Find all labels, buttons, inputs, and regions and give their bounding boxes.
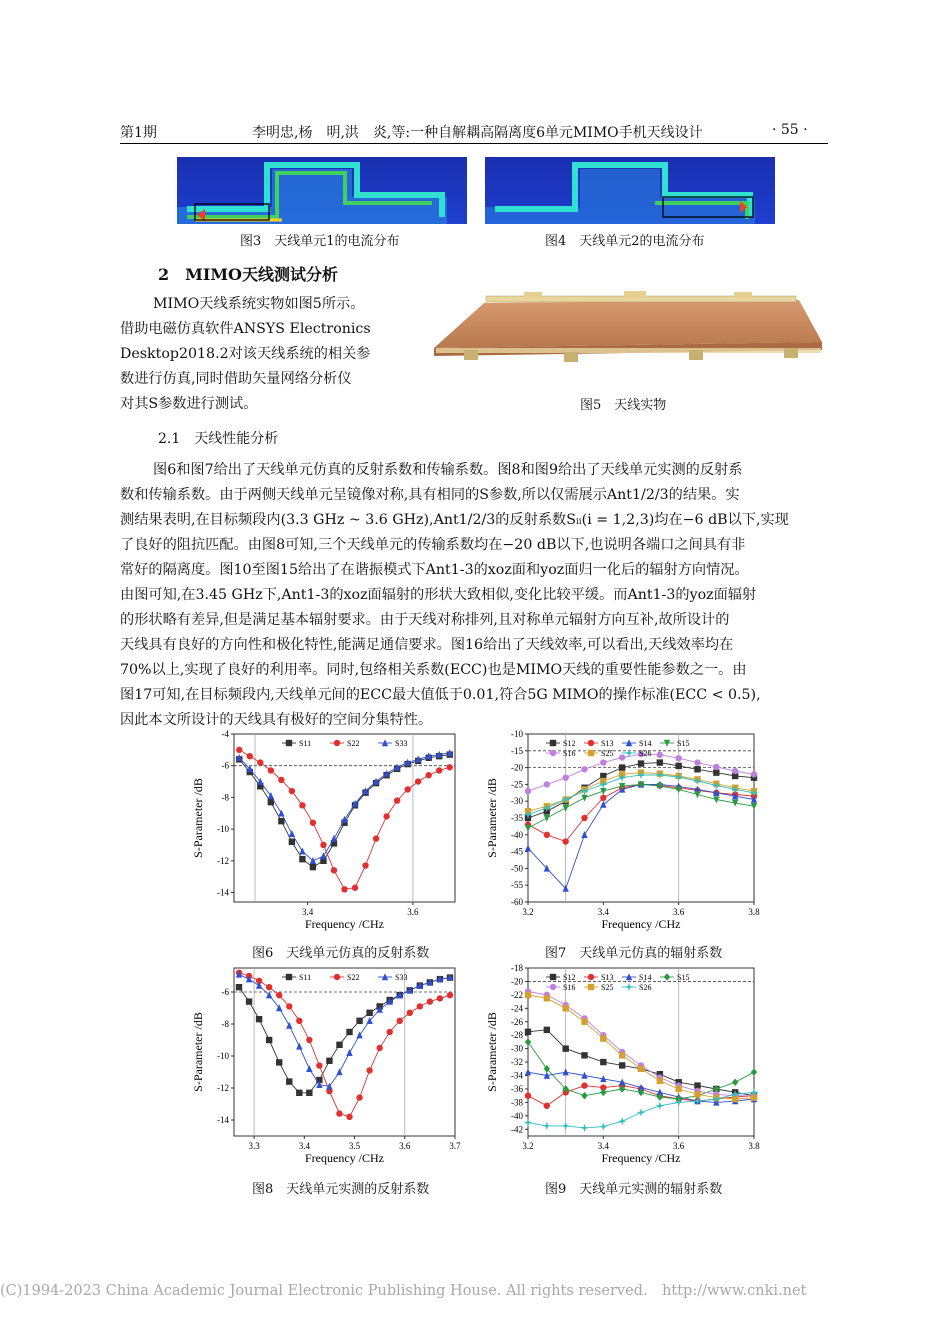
data-point <box>694 1091 700 1097</box>
data-point <box>373 835 379 841</box>
y-axis-label: S-Parameter /dB <box>485 778 499 858</box>
series-s15 <box>525 781 757 832</box>
data-point <box>299 856 305 862</box>
y-tick-label: -8 <box>221 1019 229 1029</box>
data-point <box>356 1094 362 1100</box>
data-point <box>326 1058 332 1064</box>
data-point <box>366 1067 372 1073</box>
x-axis-label: Frequency /CHz <box>601 917 681 931</box>
paragraph-line: 测结果表明,在目标频段内(3.3 GHz ~ 3.6 GHz),Ant1/2/3的反射系数Sᵢᵢ(i = 1,2,3)均在−6 dB以下,实现 <box>120 512 789 528</box>
data-point <box>286 1078 292 1084</box>
data-point <box>562 1068 568 1075</box>
legend-label: S26 <box>639 749 652 758</box>
legend-label: S33 <box>395 739 408 748</box>
data-point <box>751 803 757 810</box>
data-point <box>407 1010 413 1016</box>
x-tick-label: 3.2 <box>522 907 534 917</box>
data-point <box>336 1068 342 1075</box>
y-tick-label: -14 <box>217 1115 229 1125</box>
x-tick-label: 3.8 <box>748 1141 760 1151</box>
data-point <box>320 852 326 859</box>
legend-marker <box>286 740 292 746</box>
page-number: · 55 · <box>772 122 808 138</box>
header-rule <box>120 143 828 144</box>
legend-label: S12 <box>563 739 576 748</box>
y-tick-label: -30 <box>511 1043 523 1054</box>
data-point <box>257 759 263 765</box>
y-tick-label: -32 <box>511 1057 523 1068</box>
intro-line: 对其S参数进行测试。 <box>120 396 258 412</box>
data-point <box>306 1065 312 1072</box>
y-tick-label: -4 <box>221 729 229 739</box>
section-heading: 2 MIMO天线测试分析 <box>158 265 338 284</box>
y-tick-label: -38 <box>511 1097 523 1108</box>
data-point <box>544 1027 550 1033</box>
y-tick-label: -45 <box>511 846 523 857</box>
data-point <box>306 1037 312 1043</box>
data-point <box>296 1043 302 1050</box>
data-point <box>562 1005 568 1011</box>
data-point <box>266 1037 272 1043</box>
data-point <box>268 767 274 773</box>
data-point <box>346 1049 352 1056</box>
y-tick-label: -12 <box>217 1083 229 1093</box>
x-tick-label: 3.6 <box>399 1141 411 1151</box>
intro-line: 借助电磁仿真软件ANSYS Electronics <box>120 321 371 337</box>
data-point <box>581 1082 587 1088</box>
data-point <box>581 795 587 802</box>
data-point <box>561 1122 569 1130</box>
legend-marker <box>588 984 594 990</box>
fig5-antenna-photo <box>424 288 829 388</box>
y-tick-label: -25 <box>511 779 523 790</box>
data-point <box>600 759 606 765</box>
data-point <box>657 1078 663 1084</box>
paragraph-line: 了良好的阻抗匹配。由图8可知,三个天线单元的传输系数均在−20 dB以下,也说明各端口之间具有非 <box>120 537 746 553</box>
data-point <box>525 1029 531 1035</box>
y-axis-label: S-Parameter /dB <box>191 1012 205 1092</box>
data-point <box>276 992 282 998</box>
y-tick-label: -30 <box>511 796 523 807</box>
data-point <box>525 825 531 832</box>
x-tick-label: 3.6 <box>407 907 419 917</box>
data-point <box>581 815 587 821</box>
paragraph-line: 因此本文所设计的天线具有极好的空间分集特性。 <box>120 712 433 728</box>
data-point <box>580 1124 588 1132</box>
y-tick-label: -10 <box>217 824 229 835</box>
data-point <box>657 759 663 765</box>
data-point <box>713 769 719 775</box>
data-point <box>656 1102 664 1110</box>
data-point <box>732 1078 738 1086</box>
data-point <box>524 1118 532 1126</box>
x-axis-label: Frequency /CHz <box>601 1151 681 1165</box>
y-tick-label: -24 <box>511 1003 523 1014</box>
data-point <box>286 1003 292 1009</box>
x-tick-label: 3.6 <box>673 907 685 917</box>
data-point <box>286 1022 292 1029</box>
data-point <box>299 847 305 854</box>
data-point <box>310 857 316 864</box>
paragraph-line: 的形状略有差异,但是满足基本辐射要求。由于天线对称排列,且对称单元辐射方向互补,故所设计的 <box>120 612 730 628</box>
data-point <box>278 818 284 824</box>
data-point <box>236 984 242 990</box>
data-point <box>618 1117 626 1125</box>
legend-marker <box>550 740 556 746</box>
legend-marker <box>334 974 340 980</box>
y-axis-label: S-Parameter /dB <box>485 1012 499 1092</box>
data-point <box>246 998 252 1004</box>
plot-frame <box>528 734 754 902</box>
data-point <box>675 763 681 769</box>
data-point <box>236 747 242 753</box>
y-tick-label: -10 <box>217 1051 229 1061</box>
data-point <box>525 1092 531 1098</box>
data-point <box>278 777 284 783</box>
paragraph-line: 图17可知,在目标频段内,天线单元间的ECC最大值低于0.01,符合5G MIMO的操作标准(ECC < 0.5), <box>120 687 761 703</box>
data-point <box>581 1092 587 1100</box>
data-point <box>356 1018 362 1024</box>
data-point <box>751 1068 757 1076</box>
legend-marker <box>334 740 340 746</box>
paragraph-line: 常好的隔离度。图10至图15给出了在谐振模式下Ant1-3的xoz面和yoz面归一化后的辐射方向情况。 <box>120 562 749 578</box>
series-line <box>528 784 754 841</box>
data-point <box>346 1029 352 1035</box>
data-point <box>299 802 305 808</box>
x-tick-label: 3.2 <box>522 1141 534 1151</box>
data-point <box>694 766 700 772</box>
legend-label: S16 <box>563 749 576 758</box>
fig3-caption: 图3 天线单元1的电流分布 <box>240 234 400 249</box>
data-point <box>266 984 272 990</box>
y-tick-label: -34 <box>511 1070 523 1081</box>
x-tick-label: 3.4 <box>298 1141 310 1151</box>
data-point <box>525 788 531 794</box>
paragraph-line: 70%以上,实现了良好的利用率。同时,包络相关系数(ECC)也是MIMO天线的重要性能参数之一。由 <box>120 662 747 678</box>
y-tick-label: -28 <box>511 1030 523 1041</box>
data-point <box>383 813 389 819</box>
data-point <box>581 1052 587 1058</box>
data-point <box>600 1035 606 1041</box>
data-point <box>278 809 284 816</box>
data-point <box>543 1122 551 1130</box>
paragraph-line: 图6和图7给出了天线单元仿真的反射系数和传输系数。图8和图9给出了天线单元实测的反射系 <box>153 462 743 478</box>
legend-label: S25 <box>601 749 614 758</box>
legend-marker <box>550 984 556 990</box>
data-point <box>336 1110 342 1116</box>
data-point <box>675 1086 681 1092</box>
copyright-footer: (C)1994-2023 China Academic Journal Electronic Publishing House. All rights reserved. http://www.cnki.net <box>0 1283 807 1299</box>
data-point <box>289 788 295 794</box>
data-point <box>562 805 568 812</box>
data-point <box>544 832 550 838</box>
issue-number: 第1期 <box>120 125 157 141</box>
data-point <box>562 1045 568 1051</box>
data-point <box>675 755 681 761</box>
data-point <box>296 1090 302 1096</box>
fig7-chart <box>484 728 764 940</box>
y-tick-label: -20 <box>511 976 523 987</box>
x-tick-label: 3.6 <box>673 1141 685 1151</box>
data-point <box>525 844 531 851</box>
data-point <box>732 768 738 774</box>
x-tick-label: 3.4 <box>597 907 609 917</box>
legend-marker <box>625 983 633 991</box>
y-tick-label: -22 <box>511 989 523 1000</box>
data-point <box>525 1068 531 1075</box>
data-point <box>256 1016 262 1022</box>
body-paragraph <box>120 458 830 733</box>
y-tick-label: -36 <box>511 1083 523 1094</box>
data-point <box>544 995 550 1001</box>
data-point <box>600 801 606 808</box>
data-point <box>447 992 453 998</box>
y-axis-label: S-Parameter /dB <box>191 778 205 858</box>
y-tick-label: -6 <box>221 760 229 771</box>
legend-marker <box>588 974 594 980</box>
data-point <box>296 1018 302 1024</box>
data-point <box>415 778 421 784</box>
data-point <box>331 867 337 873</box>
series-line <box>239 974 450 1086</box>
paragraph-line: 数和传输系数。由于两侧天线单元呈镜像对称,具有相同的S参数,所以仅需展示Ant1/2/3的结果。实 <box>120 487 740 503</box>
series-s33 <box>236 749 453 864</box>
fig5-caption: 图5 天线实物 <box>580 398 667 413</box>
fig9-chart <box>484 962 764 1174</box>
legend-marker <box>550 750 556 756</box>
y-tick-label: -20 <box>511 762 523 773</box>
series-line <box>528 992 754 1096</box>
data-point <box>306 1090 312 1096</box>
data-point <box>694 759 700 765</box>
fig4-caption: 图4 天线单元2的电流分布 <box>545 234 705 249</box>
data-point <box>436 767 442 773</box>
data-point <box>366 1010 372 1016</box>
series-s13 <box>525 781 757 845</box>
x-tick-label: 3.7 <box>449 1141 461 1151</box>
legend-label: S22 <box>347 739 360 748</box>
legend-marker <box>588 750 594 756</box>
y-tick-label: -50 <box>511 863 523 874</box>
legend-label: S33 <box>395 973 408 982</box>
y-tick-label: -12 <box>217 855 229 866</box>
data-point <box>619 1062 625 1068</box>
legend-label: S22 <box>347 973 360 982</box>
y-tick-label: -8 <box>221 792 229 803</box>
data-point <box>544 1103 550 1109</box>
data-point <box>404 786 410 792</box>
legend-label: S13 <box>601 973 614 982</box>
data-point <box>437 995 443 1001</box>
data-point <box>638 760 644 766</box>
data-point <box>447 764 453 770</box>
data-point <box>751 771 757 777</box>
data-point <box>713 764 719 770</box>
fig6-caption: 图6 天线单元仿真的反射系数 <box>252 946 430 961</box>
data-point <box>341 886 347 892</box>
data-point <box>637 1108 645 1116</box>
data-point <box>544 815 550 822</box>
data-point <box>289 830 295 837</box>
data-point <box>562 774 568 780</box>
y-tick-label: -40 <box>511 1110 523 1121</box>
data-point <box>525 992 531 998</box>
y-tick-label: -14 <box>217 887 229 898</box>
data-point <box>544 781 550 787</box>
intro-line: MIMO天线系统实物如图5所示。 <box>153 296 365 312</box>
legend-marker <box>550 974 556 980</box>
series-line <box>239 973 450 1117</box>
series-line <box>528 784 754 828</box>
legend-label: S25 <box>601 983 614 992</box>
data-point <box>394 797 400 803</box>
x-tick-label: 3.4 <box>597 1141 609 1151</box>
fig7-caption: 图7 天线单元仿真的辐射系数 <box>545 946 723 961</box>
data-point <box>599 1122 607 1130</box>
subsection-heading: 2.1 天线性能分析 <box>158 431 279 447</box>
legend-marker <box>664 973 670 981</box>
y-tick-label: -26 <box>511 1016 523 1027</box>
fig6-chart <box>190 728 465 940</box>
data-point <box>638 1066 644 1072</box>
data-point <box>289 839 295 845</box>
data-point <box>397 1018 403 1024</box>
data-point <box>247 753 253 759</box>
y-tick-label: -60 <box>511 897 523 907</box>
data-point <box>346 1114 352 1120</box>
data-point <box>619 754 625 760</box>
data-point <box>310 864 316 870</box>
y-tick-label: -55 <box>511 880 523 891</box>
data-point <box>657 752 663 758</box>
data-point <box>352 885 358 891</box>
series-line <box>528 995 754 1099</box>
data-point <box>562 838 568 844</box>
y-tick-label: -15 <box>511 745 523 756</box>
y-tick-label: -6 <box>221 987 229 997</box>
legend-label: S12 <box>563 973 576 982</box>
data-point <box>600 1059 606 1065</box>
legend-label: S15 <box>677 739 690 748</box>
y-tick-label: -10 <box>511 729 523 739</box>
data-point <box>619 764 625 770</box>
data-point <box>310 820 316 826</box>
paragraph-line: 由图可知,在3.45 GHz下,Ant1-3的xoz面辐射的形状大致相似,变化比较平缓。而Ant1-3的yoz面辐射 <box>120 587 757 603</box>
data-point <box>362 862 368 868</box>
y-tick-label: -18 <box>511 963 523 973</box>
intro-line: 数进行仿真,同时借助矢量网络分析仪 <box>120 371 352 387</box>
running-title: 李明忠,杨 明,洪 炎,等:一种自解耦高隔离度6单元MIMO手机天线设计 <box>252 125 703 141</box>
fig3-current-distribution-image <box>177 157 467 224</box>
paragraph-line: 天线具有良好的方向性和极化特性,能满足通信要求。图16给出了天线效率,可以看出,天线效率均在 <box>120 637 734 653</box>
y-tick-label: -35 <box>511 813 523 823</box>
data-point <box>425 772 431 778</box>
legend-label: S11 <box>299 739 312 748</box>
y-tick-label: -42 <box>511 1124 523 1135</box>
data-point <box>619 1052 625 1058</box>
x-axis-label: Frequency /CHz <box>305 1151 384 1165</box>
y-tick-label: -40 <box>511 829 523 840</box>
legend-label: S14 <box>639 973 652 982</box>
data-point <box>316 1062 322 1068</box>
legend-label: S14 <box>639 739 652 748</box>
data-point <box>581 1019 587 1025</box>
legend-label: S15 <box>677 973 690 982</box>
series-s11 <box>236 974 453 1096</box>
data-point <box>276 1059 282 1065</box>
x-tick-label: 3.8 <box>748 907 760 917</box>
data-point <box>320 842 326 848</box>
x-tick-label: 3.5 <box>348 1141 361 1151</box>
legend-label: S13 <box>601 739 614 748</box>
data-point <box>336 1042 342 1048</box>
legend-label: S16 <box>563 983 576 992</box>
data-point <box>417 1003 423 1009</box>
x-tick-label: 3.4 <box>302 907 314 917</box>
fig8-caption: 图8 天线单元实测的反射系数 <box>252 1182 430 1197</box>
x-axis-label: Frequency /CHz <box>305 917 384 931</box>
fig4-current-distribution-image <box>485 157 775 224</box>
intro-line: Desktop2018.2对该天线系统的相关参 <box>120 346 371 362</box>
legend-label: S11 <box>299 973 312 982</box>
fig8-chart <box>190 962 465 1174</box>
legend-label: S26 <box>639 983 652 992</box>
series-s14 <box>525 781 757 892</box>
data-point <box>387 1029 393 1035</box>
data-point <box>427 998 433 1004</box>
legend-marker <box>588 740 594 746</box>
data-point <box>376 1045 382 1051</box>
x-tick-label: 3.3 <box>248 1141 260 1151</box>
data-point <box>600 795 606 801</box>
section-intro <box>120 292 420 417</box>
fig9-caption: 图9 天线单元实测的辐射系数 <box>545 1182 723 1197</box>
data-point <box>581 766 587 772</box>
legend-marker <box>286 974 292 980</box>
